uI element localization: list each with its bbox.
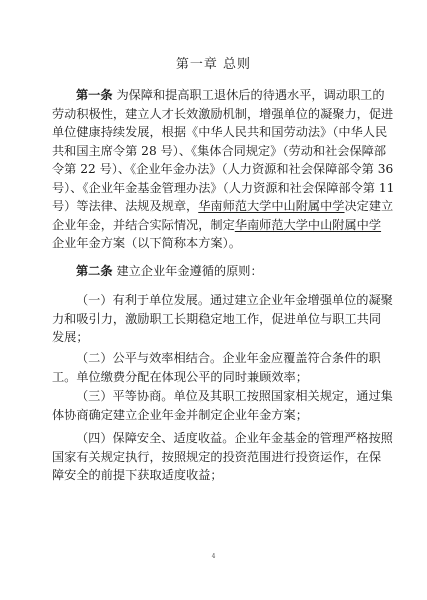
page-number: 4 [211,553,216,560]
article-1-line: 企业年金方案（以下简称本方案）。 [52,236,241,250]
article-1 [52,86,395,253]
school-name-underlined: 华南师范大学中山附属中学 [198,199,345,213]
article-1-line: 令第 22 号）、《企业年金办法》（人力资源和社会保障部令第 36 [52,162,394,176]
principle-line: 国家有关规定执行，按照规定的投资范围进行投资运作，在保 [52,449,382,464]
article-1-line: 号）、《企业年金基金管理办法》（人力资源和社会保障部令第 11 [52,180,395,195]
article-1-text: 为保障和提高职工退休后的待遇水平，调动职工的 [116,88,385,102]
principle-2 [52,349,382,386]
principle-line: （二）公平与效率相结合。企业年金应覆盖符合条件的职 [76,351,381,365]
principle-line: 发展； [52,330,89,344]
article-1-line: 单位健康持续发展，根据《中华人民共和国劳动法》（中华人民 [52,125,388,139]
principle-4 [52,429,393,485]
principle-line: 体协商确定建立企业年金并制定企业年金方案； [52,407,308,422]
principle-3 [52,387,393,424]
principle-line: （三）平等协商。单位及其职工按照国家相关规定，通过集 [76,389,393,403]
article-1-line: 劳动积极性，建立人才长效激励机制，增强单位的凝聚力，促进 [52,106,394,121]
principle-line: （一）有利于单位发展。通过建立企业年金增强单位的凝聚 [76,293,393,307]
principle-line: 力和吸引力，激励职工长期稳定地工作，促进单位与职工共同 [52,311,382,326]
article-1-text: 号）等法律、法规及规章， [52,199,199,213]
article-2-text: 建立企业年金遵循的原则： [116,264,263,278]
principle-line: 工。单位缴费分配在体现公平的同时兼顾效率； [52,369,308,384]
article-2-label: 第二条 [76,264,113,278]
article-1-text: 企业年金，并结合实际情况，制定 [52,217,235,232]
article-1-line: 共和国主席令第 28 号）、《集体合同规定》（劳动和社会保障部 [52,143,387,158]
principle-line: （四）保障安全、适度收益。企业年金基金的管理严格按照 [76,431,393,445]
article-1-label: 第一条 [76,88,113,102]
chapter-title: 第一章 总则 [175,57,252,72]
principle-1 [52,291,393,347]
article-1-text: 决定建立 [344,199,394,213]
article-2 [52,262,382,281]
principle-line: 障安全的前提下获取适度收益； [52,468,223,482]
school-name-underlined: 华南师范大学中山附属中学 [234,217,382,232]
